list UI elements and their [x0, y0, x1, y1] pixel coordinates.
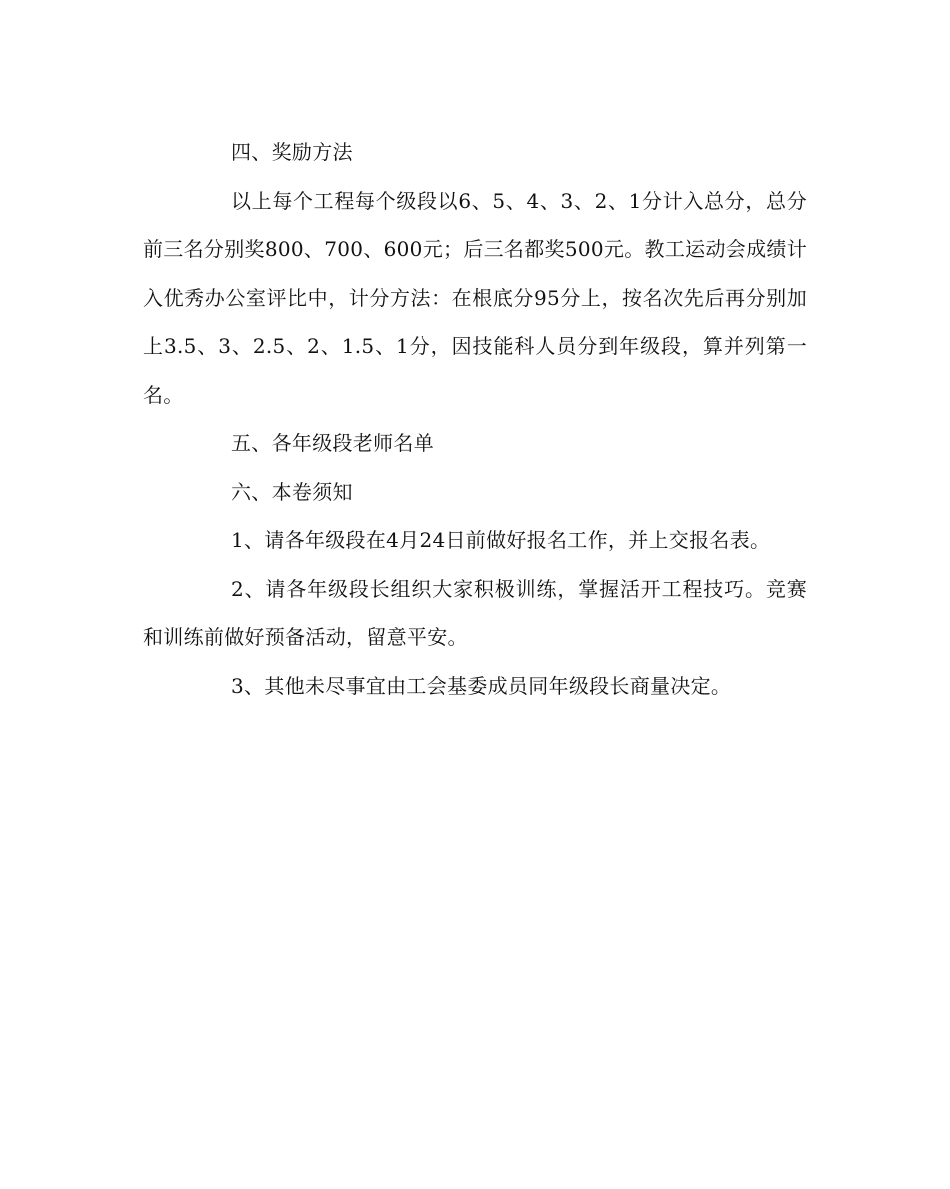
- document-body: [143, 128, 807, 710]
- note-item-1: 1、请各年级段在4月24日前做好报名工作，并上交报名表。: [231, 528, 771, 552]
- section-heading-teacher-list: 五、各年级段老师名单: [231, 431, 434, 455]
- section-heading-rewards: 四、奖励方法: [231, 140, 353, 164]
- note-item-2: 2、请各年级段长组织大家积极训练，掌握活开工程技巧。竞赛和训练前做好预备活动，留意平安。: [143, 576, 807, 649]
- note-item-3: 3、其他未尽事宜由工会基委成员同年级段长商量决定。: [231, 673, 732, 698]
- rewards-paragraph: 以上每个工程每个级段以6、5、4、3、2、1分计入总分，总分前三名分别奖800、700、600元；后三名都奖500元。教工运动会成绩计入优秀办公室评比中，计分方法：在根底分95分上，按名次先后再分别加上3.5、3、2.5、2、1.5、1分，因技能科人员分到年级段，算并列第一名。: [143, 188, 807, 407]
- section-heading-notes: 六、本卷须知: [231, 479, 353, 504]
